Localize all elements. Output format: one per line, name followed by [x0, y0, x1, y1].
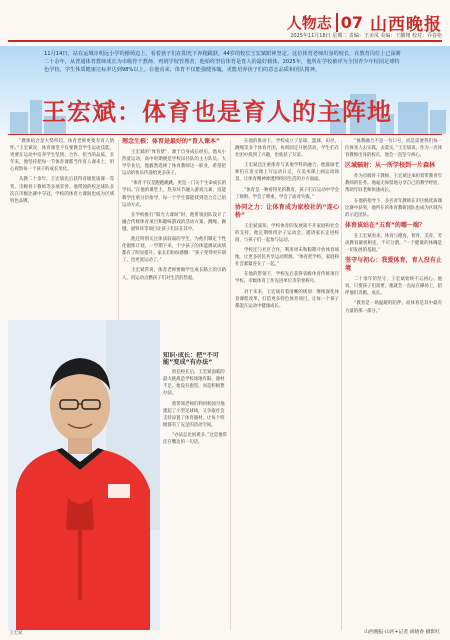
section-heading: 区域辐射：从一所学校到一片森林 — [345, 162, 436, 170]
column-divider — [230, 140, 231, 630]
page-number: 07 — [336, 13, 366, 32]
body-paragraph: 王宏斌常说，体育老师要做学生成长路上的引路人，用运动点燃孩子们对生活的热爱。 — [122, 268, 226, 281]
body-paragraph: “体育是一种看得见的教育，孩子们在运动中学会了规则、学会了尊重、学会了面对失败。” — [235, 187, 339, 200]
page-header — [0, 0, 450, 44]
body-paragraph: 在他的推动下，学校成立了足球、篮球、田径、跳绳等多个体育社团，每周固定开展活动。学生们在社团中找到了兴趣，也收获了友谊。 — [235, 139, 339, 159]
photo-caption: 王宏斌 — [9, 631, 23, 636]
section-title: 人物志 — [286, 14, 332, 32]
dateline: 2025年11月18日 星期二 责编：王美凤 美编：王鹏翔 校对：乔春艳 — [290, 33, 442, 39]
body-paragraph: 王宏斌的“体育梦”，源于自身成长经历。他从小热爱运动，高中时期便是学校田径队的主力队员。大学毕业后，他毅然选择了体育教师这一职业，希望把运动的快乐传递给更多孩子。 — [122, 150, 226, 177]
section-heading: 理念生根：体育是最好的“育人课本” — [122, 138, 220, 145]
body-paragraph: 作为市级骨干教师，王宏斌还承担着带教青年教师的任务。他毫无保留地分享自己的教学经验，帮助年轻老师快速成长。 — [345, 174, 442, 194]
lead-paragraph: 11月14日，站在运城市明远小学的操场边上，看着孩子们在阳光下奔跑跳跃，44岁的校长王宏斌眼神坚定。这位体育老师出身的校长，在教育岗位上已深耕二十余年，从普通体育教师成长为市级骨干教师，再到学校管理者，他始终坚信体育是育人的最好载体。2025年，他所在学校被评为全国青少年校园足球特色学校，学生体质健康达标率达到98%以上。在他看来，体育不仅能强健体魄，更能培养孩子们的意志品质和团队精神。 — [44, 51, 401, 74]
person-illustration — [8, 320, 160, 630]
newspaper-logo: 山西晚报 — [370, 15, 442, 35]
headline-rule — [8, 134, 442, 135]
article-column-1 — [10, 138, 114, 318]
body-paragraph: 在学校推行“阳光大课间”时，他带领团队设计了融合传统体育项目和趣味游戏的活动方案，跳绳、踢毽、滚铁环等项目让孩子们乐在其中。 — [122, 212, 226, 232]
body-paragraph: 学校还与社区合作，利用周末和假期开放体育场地，让更多居民共享运动资源。“体育把学校、家庭和社会紧紧连在了一起。” — [235, 248, 339, 268]
header-rule — [8, 40, 442, 42]
byline: 山西晚报·山河+记者 胡晓春 摄影红 — [364, 630, 440, 635]
body-paragraph: 在他的指导下，多名青年教师在市区级优质课比赛中获奖，他所在的体育教研团队也成为区域内的示范团队。 — [345, 198, 442, 218]
body-paragraph: “办法总比困难多。”这是他常挂在嘴边的一句话。 — [163, 432, 227, 446]
article-sidebox — [163, 352, 227, 622]
portrait-photo — [8, 320, 160, 630]
body-paragraph: “教体结合是大势所趋，体育老师更要有育人情怀。”王宏斌说，体育课堂不仅要教会学生运动技能，更要在运动中培养学生坚韧、合作、担当的品质。多年来，他坚持把每一节体育课都当作育人课来上，用心观察每一个孩子的成长变化。 — [10, 139, 114, 173]
body-paragraph: “体教融合不是一句口号，而是需要我们每一位体育人去实践、去落实。”王宏斌说，作为一名体育教师出身的校长，他会一直坚守初心。 — [345, 139, 442, 159]
article-column-3 — [235, 138, 339, 638]
section-heading: 协同之力：让体育成为家校社的“连心桥” — [235, 203, 339, 219]
article-column-4 — [345, 138, 442, 638]
body-paragraph: 他带领老师们利用校园空地建起了小型足球场，又争取社会支持添置了体育器材，让每个班级都有了充足的活动空间。 — [163, 401, 225, 428]
body-paragraph: 王宏斌还注重体育与其他学科的融合，他鼓励老师们在语文课上写运动日记，在美术课上画运动场景，让体育精神渗透到校园生活的方方面面。 — [235, 163, 339, 183]
section-heading: 体育该站在“五育”的哪一端？ — [345, 221, 425, 229]
body-paragraph: “教育是一场温暖的陪伴，而体育是其中最有力量的那一部分。” — [345, 301, 442, 314]
section-heading: 知识·成长：把“不可能”变成“有办法” — [163, 352, 219, 367]
body-paragraph: 担任校长后，王宏斌面临的最大挑战是学校场地有限、器材不足。他没有抱怨，而是积极想办法。 — [163, 370, 225, 397]
body-paragraph: 在他的带领下，学校先后获得省级体育传统项目学校、市级体育工作先进单位等荣誉称号。 — [235, 272, 339, 285]
body-paragraph: 从教二十余年，王宏斌先后获得省级优质课一等奖、市级骨干教师等多项荣誉。他带领的校足球队多次在市级比赛中夺冠，学校的体育大课间也成为区域特色品牌。 — [10, 177, 114, 204]
body-paragraph: 对于未来，王宏斌有着清晰的规划：继续深化体育课程改革，打造更多特色体育项目，让每一个孩子都能在运动中健康成长。 — [235, 289, 339, 309]
section-heading: 坚守与初心：我爱体育，育人没有止境 — [345, 257, 442, 273]
body-paragraph: 二十余年的坚守，王宏斌始终不忘初心。他说，只要孩子们需要，他就会一直站在操场上，陪伴他们奔跑、成长。 — [345, 277, 442, 297]
body-paragraph: “体育不仅是跑跑跳跳，更是一门关于生命成长的学问。”在他的课堂上，热身环节融入游戏元素，技能教学注重分层指导，每一个学生都能找到适合自己的运动方式。 — [122, 181, 226, 208]
column-divider — [341, 140, 342, 630]
headline: 王宏斌：体育也是育人的主阵地 — [42, 98, 392, 126]
body-paragraph: 他还特别关注体质较弱的学生，为他们制定个性化锻炼计划，一学期下来，不少孩子的体能测试成绩都有了明显提升。家长们纷纷感慨：“孩子变得更开朗了，也更爱运动了。” — [122, 237, 226, 264]
body-paragraph: 王宏斌深知，学校体育的发展离不开家庭和社会的支持。他定期组织亲子运动会，邀请家长走进校园，与孩子们一起参与运动。 — [235, 223, 339, 243]
body-paragraph: 在王宏斌看来，体育与德育、智育、美育、劳动教育紧密相连，不可分割。“一个健康的体魄是一切发展的基础。” — [345, 233, 442, 254]
column-divider — [118, 140, 119, 320]
